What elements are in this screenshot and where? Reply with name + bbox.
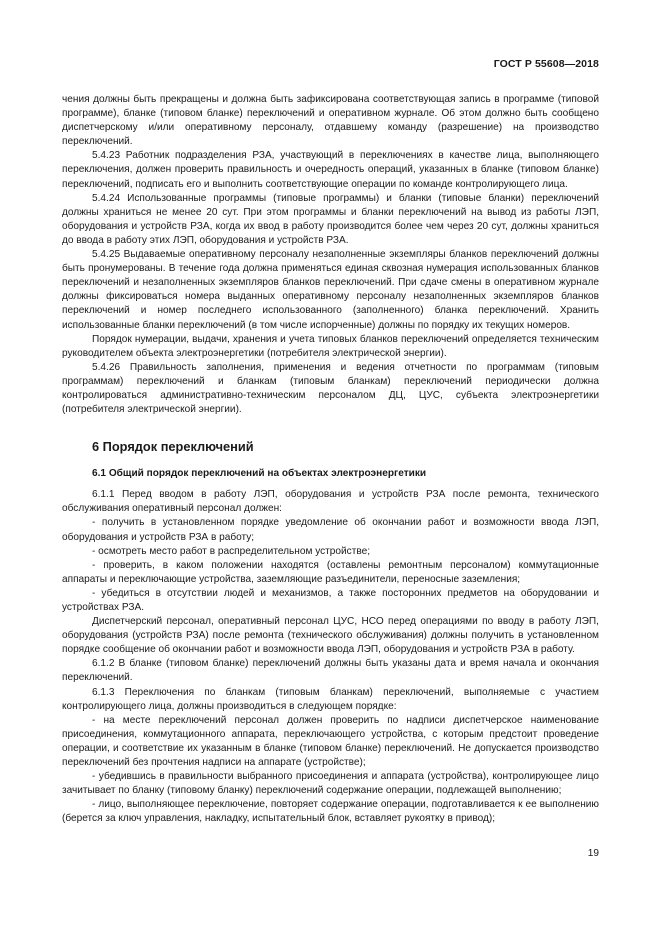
list-item: - проверить, в каком положении находятся (оставлены ремонтным персоналом) коммутационные аппараты и переключающие устройства, заземляющие разъединители, переносные заземления; xyxy=(62,559,599,585)
paragraph-5-4-25: 5.4.25 Выдаваемые оперативному персоналу незаполненные экземпляры бланков переключений должны быть пронумерованы. В течение года должна применяться единая сквозная нумерация использованных бланков переключений и незаполненных экземпляров бланков переключений. При сдаче смены в оперативном журнале должны фиксироваться номера выданных оперативному персоналу незаполненных экземпляров бланков переключений и номер последнего использованного (заполненного) бланка переключений. Хранить использованные бланки переключений (в том числе испорченные) должны по порядку их текущих номеров. xyxy=(62,249,599,331)
list-item: - лицо, выполняющее переключение, повторяет содержание операции, подготавливается к ее выполнению (берется за ключ управления, накладку, испытательный блок, вставляет рукоятку в привод); xyxy=(62,799,599,825)
list-item: - получить в установленном порядке уведомление об окончании работ и возможности ввода ЛЭП, оборудования и устройств РЗА в работу; xyxy=(62,517,599,543)
section-title: 6 Порядок переключений xyxy=(92,439,254,455)
paragraph-6-1-1: 6.1.1 Перед вводом в работу ЛЭП, оборудования и устройств РЗА после ремонта, технического обслуживания оперативный персонал должен: xyxy=(62,489,599,515)
list-item: - осмотреть место работ в распределительном устройстве; xyxy=(92,545,370,557)
paragraph-5-4-26: 5.4.26 Правильность заполнения, применения и ведения отчетности по программам (типовым программам) переключений и бланкам (типовым бланкам) переключений периодически должна контролироваться административно-техническим персоналом ДЦ, ЦУС, субъекта электроэнергетики (потребителя электрической энергии). xyxy=(62,361,599,416)
paragraph-5-4-23: 5.4.23 Работник подразделения РЗА, участвующий в переключениях в качестве лица, выполняющего переключения, должен проверить правильность и очередность операций, указанных в бланке (типовом бланке) переключений, подписать его и выполнить соответствующие операции по команде контролирующего лица. xyxy=(62,150,599,190)
document-header: ГОСТ Р 55608—2018 xyxy=(493,58,599,70)
list-item: - убедившись в правильности выбранного присоединения и аппарата (устройства), контролирующее лицо зачитывает по бланку (типовому бланку) переключений содержание операции, подлежащей выполнению; xyxy=(62,771,599,797)
list-item: - на месте переключений персонал должен проверить по надписи диспетчерское наименование присоединения, коммутационного аппарата, переключающего устройства, с которым предстоит проведение операции, и соответствие их указанным в бланке (типовом бланке) переключений. Не допускается производство переключений без прочтения надписи на аппарате (устройстве); xyxy=(62,714,599,769)
paragraph-6-1-3: 6.1.3 Переключения по бланкам (типовым бланкам) переключений, выполняемые с участием контролирующего лица, должны производиться в следующем порядке: xyxy=(62,686,599,712)
paragraph: Порядок нумерации, выдачи, хранения и учета типовых бланков переключений определяется техническим руководителем объекта электроэнергетики (потребителя электрической энергии). xyxy=(62,333,599,359)
page-number: 19 xyxy=(587,848,599,859)
paragraph-5-4-24: 5.4.24 Использованные программы (типовые программы) и бланки (типовые бланки) переключений должны храниться не менее 20 сут. При этом программы и бланки переключений на вывод из работы ЛЭП, оборудования и устройств РЗА, когда их ввод в работу производится более чем через 20 сут, должны храниться до ввода в работу этих ЛЭП, оборудования и устройств РЗА. xyxy=(62,192,599,246)
document-body xyxy=(62,93,599,827)
paragraph: чения должны быть прекращены и должна быть зафиксирована соответствующая запись в программе (типовой программе), бланке (типовом бланке) переключений и оперативном журнале. Об этом должно быть сообщено диспетчерскому и/или оперативному персоналу, отдавшему команду (разрешение) на производство переключений. xyxy=(62,94,599,148)
paragraph: Диспетчерский персонал, оперативный персонал ЦУС, НСО перед операциями по вводу в работу ЛЭП, оборудования (устройств РЗА) после ремонта (технического обслуживания) должны получить в установленном порядке сообщение об окончании работ и возможности ввода ЛЭП, оборудования и устройств РЗА в работу. xyxy=(62,616,599,656)
paragraph-6-1-2: 6.1.2 В бланке (типовом бланке) переключений должны быть указаны дата и время начала и окончания переключений. xyxy=(62,658,599,684)
subsection-title: 6.1 Общий порядок переключений на объектах электроэнергетики xyxy=(92,468,427,480)
list-item: - убедиться в отсутствии людей и механизмов, а также посторонних предметов на оборудовании и устройствах РЗА. xyxy=(62,587,599,613)
